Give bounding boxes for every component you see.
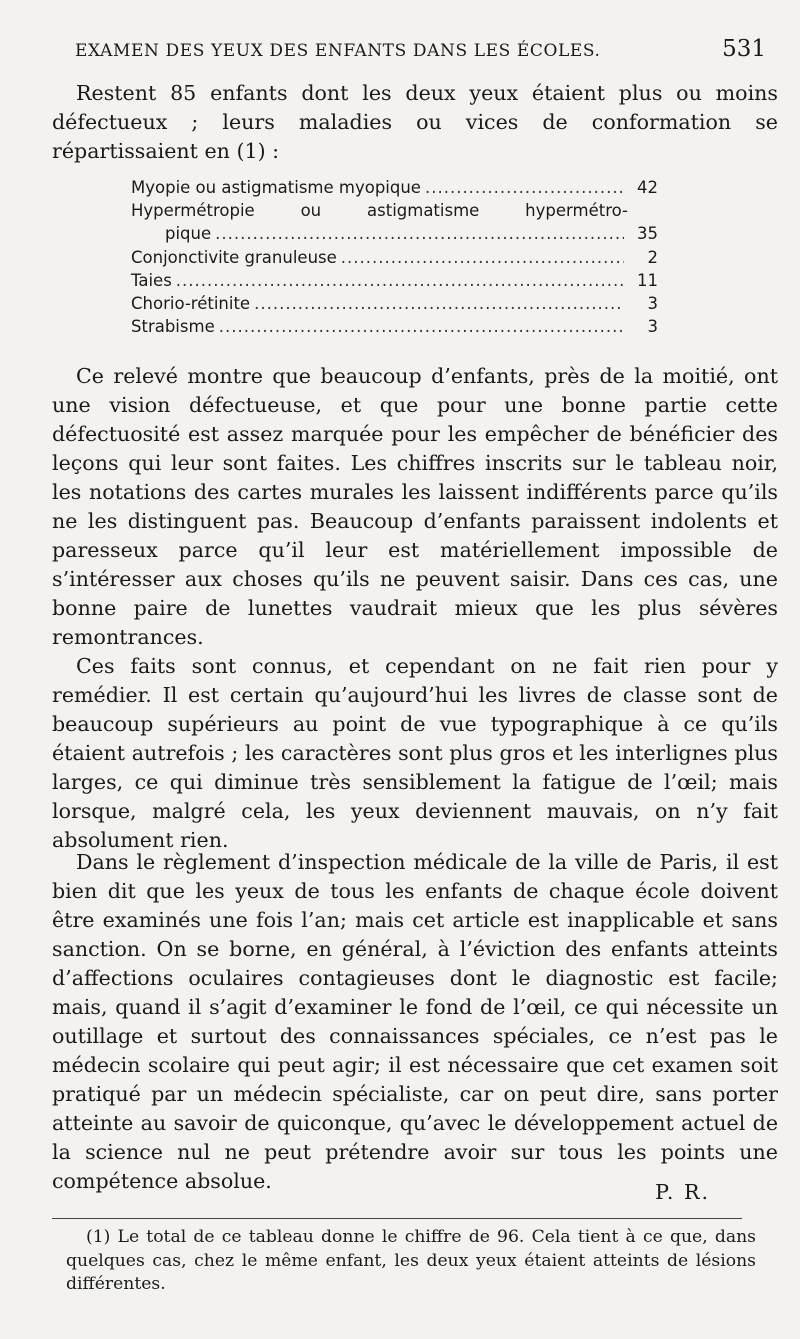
footnote-divider [52, 1218, 742, 1219]
table-row [131, 315, 658, 338]
table-row [131, 292, 658, 315]
footnote-text: (1) Le total de ce tableau donne le chiffre de 96. Cela tient à ce que, dans quelques cas, chez le même enfant, les deux yeux étaient atteints de lésions différentes. [66, 1227, 756, 1294]
paragraph-text: Ces faits sont connus, et cependant on ne fait rien pour y remédier. Il est certain qu’aujourd’hui les livres de classe sont de beaucoup supérieurs au point de vue typographique à ce qu’ils étaient autrefois ; les caractères sont plus gros et les interlignes plus larges, ce qui diminue très sensiblement la fatigue de l’œil; mais lorsque, malgré cela, les yeux deviennent mauvais, on n’y fait absolument rien. [52, 654, 778, 852]
intro-paragraph [52, 79, 778, 166]
paragraph-text: Dans le règlement d’inspection médicale de la ville de Paris, il est bien dit que les yeux de tous les enfants de chaque école doivent être examinés une fois l’an; mais cet article est inapplicable et sans sanction. On se borne, en général, à l’éviction des enfants atteints d’affections oculaires contagieuses dont le diagnostic est facile; mais, quand il s’agit d’examiner le fond de l’œil, ce qui nécessite un outillage et surtout des connaissances spéciales, ce n’est pas le médecin scolaire qui peut agir; il est nécessaire que cet examen soit pratiqué par un médecin spécialiste, car on peut dire, sans porter atteinte au savoir de quiconque, qu’avec le développement actuel de la science nul ne peut prétendre avoir sur tous les points une compétence absolue. [52, 850, 778, 1193]
row-value: 2 [647, 247, 658, 267]
row-value: 42 [637, 178, 658, 197]
row-value: 35 [637, 224, 658, 244]
table-row [131, 246, 658, 269]
page-number: 531 [722, 36, 766, 62]
table-row [131, 222, 658, 245]
leader-dots [425, 176, 624, 199]
findings-table [131, 176, 658, 338]
body-paragraph [52, 848, 778, 1196]
row-label: Myopie ou astigmatisme myopique [131, 178, 421, 197]
row-label: Chorio-rétinite [131, 294, 251, 314]
leader-dots [176, 269, 624, 292]
body-paragraph [52, 652, 778, 855]
author-signature: P. R. [655, 1180, 710, 1204]
row-value: 3 [647, 294, 658, 314]
row-value: 3 [647, 317, 658, 337]
row-value: 11 [637, 270, 658, 290]
paragraph-text: Ce relevé montre que beaucoup d’enfants, près de la moitié, ont une vision défectueuse, et que pour une bonne partie cette défectuosité est assez marquée pour les empêcher de bénéficier des leçons qui leur sont faites. Les chiffres inscrits sur le tableau noir, les notations des cartes murales les laissent indifférents parce qu’ils ne les distinguent pas. Beaucoup d’enfants paraissent indolents et paresseux parce qu’il leur est matériellement impossible de s’intéresser aux choses qu’ils ne peuvent saisir. Dans ces cas, une bonne paire de lunettes vaudrait mieux que les plus sévères remontrances. [52, 364, 778, 649]
row-label: Hypermétropie ou astigmatisme hypermétro- [131, 201, 628, 221]
footnote [66, 1226, 756, 1297]
leader-dots [254, 292, 624, 315]
row-label: Conjonctivite granuleuse [131, 247, 337, 267]
table-row [131, 199, 658, 222]
intro-text: Restent 85 enfants dont les deux yeux étaient plus ou moins défectueux ; leurs maladies ou vices de conformation se répartissaient en (1) : [52, 81, 778, 163]
row-label: pique [165, 224, 212, 244]
row-label: Taies [131, 270, 172, 290]
leader-dots [215, 222, 624, 245]
table-row [131, 269, 658, 292]
running-title: EXAMEN DES YEUX DES ENFANTS DANS LES ÉCOLES. [75, 41, 601, 61]
leader-dots [341, 246, 624, 269]
body-paragraph [52, 362, 778, 652]
running-head [75, 36, 766, 62]
row-label: Strabisme [131, 317, 215, 337]
table-row [131, 176, 658, 199]
leader-dots [219, 315, 624, 338]
